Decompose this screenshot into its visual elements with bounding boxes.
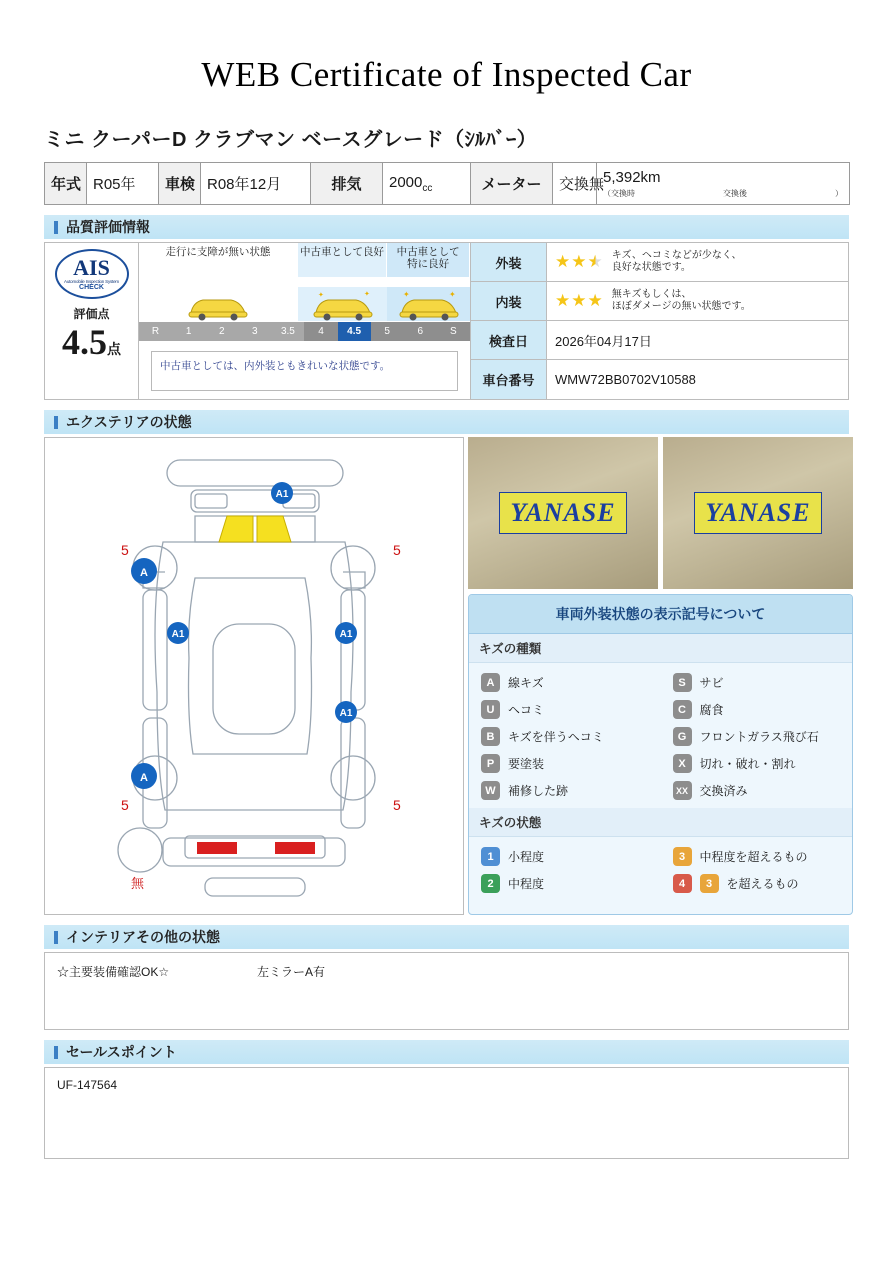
- grade-scale: [139, 322, 470, 341]
- list-item: [469, 777, 661, 804]
- grade-col3-line1: 中古車として: [396, 246, 460, 258]
- code-badge-w: W: [481, 781, 500, 800]
- displacement-number: 2000: [389, 173, 423, 191]
- svg-text:A: A: [140, 772, 148, 784]
- mileage-sub-right: ）: [835, 188, 843, 198]
- legend-text: フロントガラス飛び石: [699, 730, 819, 744]
- interior-rating-label: 内装: [471, 282, 547, 320]
- list-item: [469, 750, 661, 777]
- mileage-subnote: [603, 188, 843, 199]
- exterior-rating-value: [547, 243, 848, 281]
- svg-text:A: A: [140, 567, 148, 579]
- car-icon-2: [298, 287, 387, 321]
- exterior-right-column: [468, 437, 853, 915]
- quality-detail-table: [470, 243, 848, 399]
- table-row: [471, 321, 848, 360]
- svg-text:✦: ✦: [402, 290, 410, 299]
- spec-mileage-cell: [597, 163, 850, 205]
- legend-title: 車両外装状態の表示記号について: [469, 595, 852, 634]
- table-row: [471, 243, 848, 282]
- ais-block: [45, 243, 139, 399]
- legend-text: 小程度: [508, 850, 545, 864]
- spec-year-value: R05年: [87, 163, 159, 205]
- code-badge-p: P: [481, 754, 500, 773]
- ais-logo-icon: [55, 249, 129, 299]
- legend-text: 腐食: [699, 703, 724, 717]
- vehicle-photo[interactable]: [468, 437, 658, 589]
- list-item: [661, 696, 853, 723]
- sales-point-text: UF-147564: [57, 1078, 118, 1092]
- code-badge-xx: XX: [673, 781, 692, 800]
- inspection-date-value: 2026年04月17日: [555, 333, 652, 349]
- legend-state-grid: [469, 837, 852, 901]
- list-item: [469, 843, 661, 870]
- svg-text:A1: A1: [339, 708, 353, 719]
- exterior-panel: [44, 437, 849, 915]
- interior-note-left: ☆主要装備確認OK☆: [57, 965, 170, 979]
- interior-note-row: [57, 963, 836, 980]
- section-title-interior: インテリアその他の状態: [66, 929, 220, 945]
- exterior-note-line2: 良好な状態です。: [611, 262, 691, 273]
- spec-meter-value: 交換無: [553, 163, 597, 205]
- svg-text:5: 5: [393, 797, 401, 813]
- svg-text:A1: A1: [339, 629, 353, 640]
- spec-table: [44, 162, 850, 205]
- dealer-logo: YANASE: [694, 492, 821, 534]
- svg-text:A1: A1: [275, 489, 289, 500]
- exterior-rating-label: 外装: [471, 243, 547, 281]
- star-icon: ★★★: [555, 252, 604, 271]
- interior-notes-box: [44, 952, 849, 1030]
- table-row: [471, 282, 848, 321]
- score-value: [62, 324, 121, 360]
- scale-item: R: [139, 322, 172, 341]
- grade-col3-label: [387, 243, 470, 277]
- code-badge-g: G: [673, 727, 692, 746]
- code-badge-x: X: [673, 754, 692, 773]
- section-header-exterior: [44, 410, 849, 434]
- list-item: [661, 669, 853, 696]
- grade-block: [139, 243, 470, 399]
- svg-text:A1: A1: [171, 629, 185, 640]
- grade-comment: 中古車としては、内外装ともきれいな状態です。: [151, 351, 458, 391]
- scale-item: 3.5: [271, 322, 304, 341]
- legend-type-grid: [469, 663, 852, 808]
- mileage-sub-mid: 交換後: [723, 188, 747, 198]
- table-row: [45, 163, 850, 205]
- ais-logo-sub: Automobile Inspection System: [64, 279, 119, 284]
- legend-text: ヘコミ: [508, 703, 545, 717]
- section-bar-icon: [54, 221, 58, 234]
- section-title-quality: 品質評価情報: [66, 219, 150, 235]
- level-badge-3-ref: 3: [700, 874, 719, 893]
- interior-note-line2: ほぼダメージの無い状態です。: [611, 301, 751, 312]
- grade-col1-label: 走行に支障が無い状態: [139, 243, 298, 277]
- vehicle-photo[interactable]: [663, 437, 853, 589]
- svg-text:5: 5: [121, 542, 129, 558]
- svg-text:無: 無: [131, 876, 145, 891]
- grade-headers: [139, 243, 470, 277]
- svg-text:✦: ✦: [448, 290, 456, 299]
- chassis-number-label: 車台番号: [471, 360, 547, 399]
- car-icon-1: [139, 287, 298, 321]
- inspection-date-label: 検査日: [471, 321, 547, 359]
- list-item: [661, 870, 853, 897]
- scale-item: 6: [404, 322, 437, 341]
- section-header-interior: [44, 925, 849, 949]
- list-item: [469, 870, 661, 897]
- legend-text: 切れ・破れ・割れ: [699, 757, 796, 771]
- level-badge-1: 1: [481, 847, 500, 866]
- section-header-sales: [44, 1040, 849, 1064]
- spec-displacement-value: [383, 163, 471, 205]
- list-item: [469, 696, 661, 723]
- legend-text: 中程度: [508, 877, 545, 891]
- score-label: 評価点: [73, 307, 110, 321]
- car-icon-3: [387, 287, 470, 321]
- dealer-logo: YANASE: [499, 492, 626, 534]
- section-title-sales: セールスポイント: [66, 1044, 177, 1060]
- ais-check-text: CHECK: [79, 284, 104, 291]
- chassis-number-value: WMW72BB0702V10588: [555, 372, 696, 387]
- legend-text: サビ: [699, 676, 724, 690]
- list-item: [469, 669, 661, 696]
- legend-text: 要塗装: [508, 757, 545, 771]
- ais-logo-text: AIS: [73, 255, 110, 280]
- legend-text: 中程度を超えるもの: [699, 850, 808, 864]
- mileage-sub-left: （交換時: [603, 188, 635, 198]
- section-bar-icon: [54, 1046, 58, 1059]
- code-badge-s: S: [673, 673, 692, 692]
- scale-item: 5: [371, 322, 404, 341]
- list-item: [661, 843, 853, 870]
- score-unit: 点: [107, 343, 121, 358]
- car-damage-diagram: [44, 437, 464, 915]
- section-header-quality: [44, 215, 849, 239]
- spec-displacement-label: 排気: [311, 163, 383, 205]
- grade-car-icons: [139, 277, 470, 321]
- scale-item: 1: [172, 322, 205, 341]
- interior-rating-value: [547, 282, 848, 320]
- interior-note-right: 左ミラーA有: [257, 965, 326, 979]
- svg-text:✦: ✦: [363, 291, 370, 298]
- exterior-note: [612, 250, 742, 275]
- spec-mileage-value: 5,392km: [603, 168, 661, 186]
- interior-note-line1: 無キズもしくは、: [611, 288, 692, 300]
- list-item: [661, 777, 853, 804]
- legend-text: キズを伴うヘコミ: [508, 730, 604, 744]
- spec-meter-label: メーター: [471, 163, 553, 205]
- svg-text:5: 5: [121, 797, 129, 813]
- list-item: [469, 723, 661, 750]
- interior-note: [612, 289, 751, 314]
- vehicle-photos: [468, 437, 853, 589]
- code-badge-u: U: [481, 700, 500, 719]
- legend-text: 線キズ: [508, 676, 544, 690]
- legend-subtitle-types: キズの種類: [469, 634, 852, 663]
- legend-text: を超えるもの: [726, 877, 799, 891]
- legend-text: 交換済み: [699, 784, 748, 798]
- displacement-unit: cc: [422, 182, 433, 194]
- table-row: [471, 360, 848, 399]
- grade-col2-label: 中古車として良好: [298, 243, 387, 277]
- legend-subtitle-states: キズの状態: [469, 808, 852, 837]
- spec-inspection-value: R08年12月: [201, 163, 311, 205]
- exterior-note-line1: キズ、ヘコミなどが少なく、: [611, 249, 742, 261]
- list-item: [661, 723, 853, 750]
- code-badge-c: C: [673, 700, 692, 719]
- svg-text:5: 5: [393, 542, 401, 558]
- scale-item-selected: 4.5: [338, 322, 371, 341]
- scale-item: 2: [205, 322, 238, 341]
- section-title-exterior: エクステリアの状態: [66, 414, 192, 430]
- legend-panel: [468, 594, 853, 915]
- star-icon: ★★★: [555, 291, 604, 310]
- list-item: [661, 750, 853, 777]
- section-bar-icon: [54, 416, 58, 429]
- code-badge-b: B: [481, 727, 500, 746]
- level-badge-3: 3: [673, 847, 692, 866]
- scale-item: 3: [238, 322, 271, 341]
- spec-inspection-label: 車検: [159, 163, 201, 205]
- sales-point-box: [44, 1067, 849, 1159]
- page-title: WEB Certificate of Inspected Car: [201, 55, 692, 94]
- legend-text: 補修した跡: [508, 784, 569, 798]
- vehicle-name: ミニ クーパーD クラブマン ベースグレード（ｼﾙﾊﾞｰ）: [44, 129, 538, 151]
- section-bar-icon: [54, 931, 58, 944]
- level-badge-4: 4: [673, 874, 692, 893]
- code-badge-a: A: [481, 673, 500, 692]
- grade-col3-line2: 特に良好: [407, 258, 450, 271]
- score-number: 4.5: [62, 322, 107, 362]
- quality-panel: [44, 242, 849, 400]
- spec-year-label: 年式: [45, 163, 87, 205]
- scale-item: S: [437, 322, 470, 341]
- scale-item: 4: [304, 322, 337, 341]
- level-badge-2: 2: [481, 874, 500, 893]
- svg-text:✦: ✦: [317, 292, 324, 299]
